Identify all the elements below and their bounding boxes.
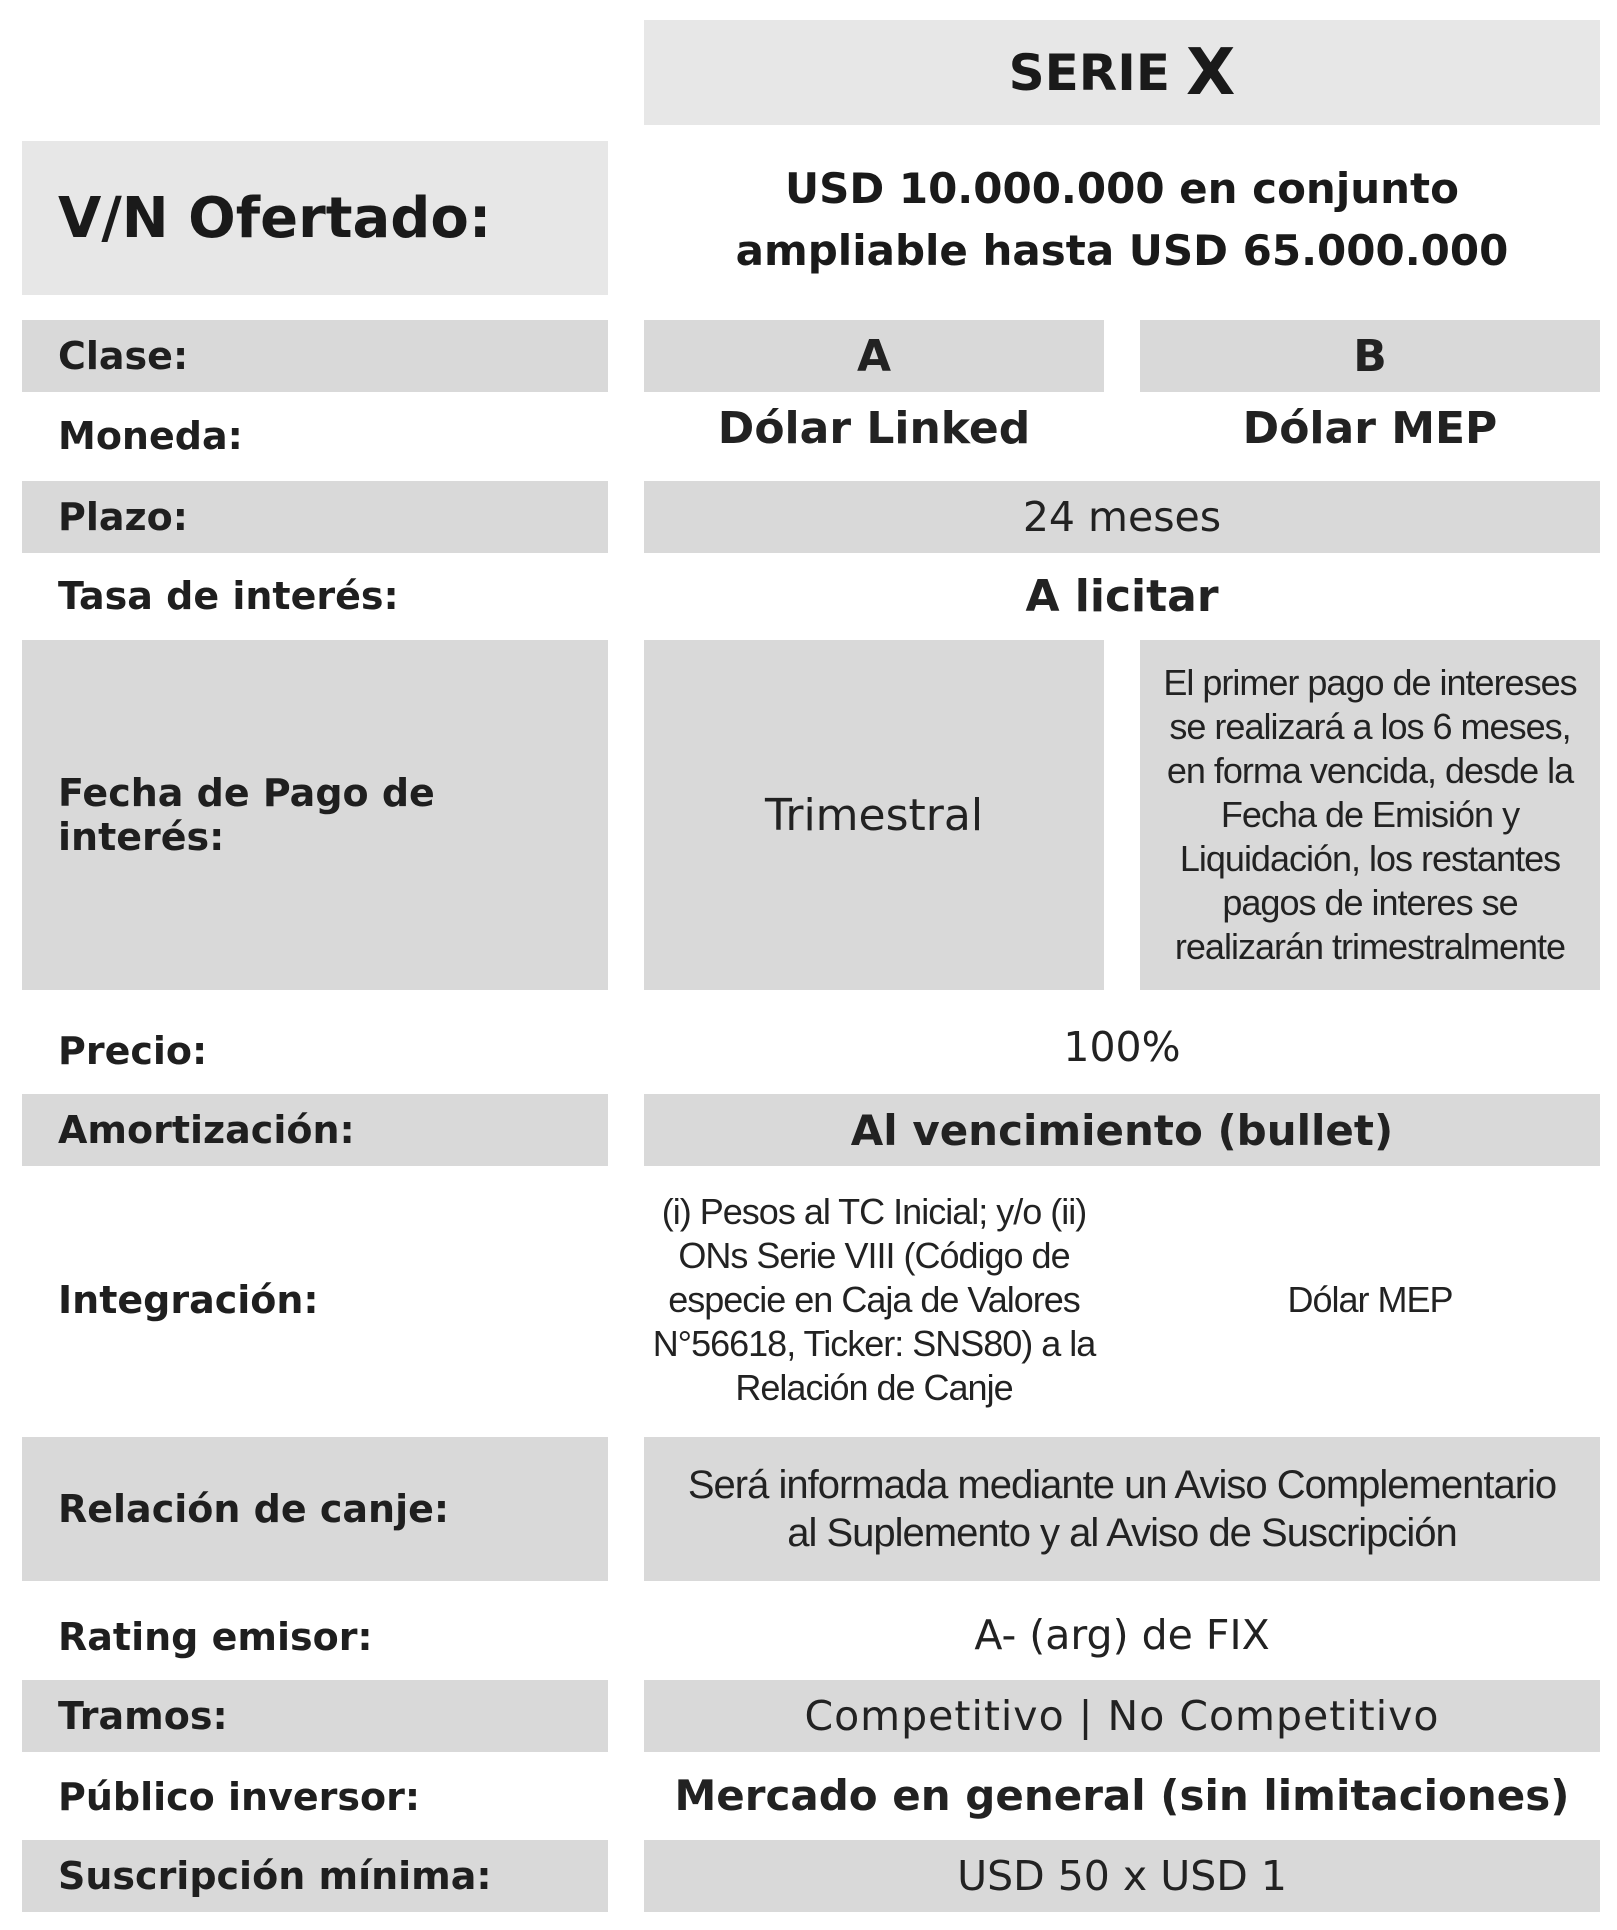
plazo-label: Plazo: bbox=[22, 481, 608, 553]
suscripcion-value: USD 50 x USD 1 bbox=[644, 1840, 1600, 1912]
relacion-canje-value: Será informada mediante un Aviso Complementario al Suplemento y al Aviso de Suscripción bbox=[644, 1437, 1600, 1581]
fecha-pago-label: Fecha de Pago de interés: bbox=[22, 640, 608, 990]
clase-a: A bbox=[644, 320, 1104, 392]
serie-header bbox=[644, 20, 1600, 125]
suscripcion-label: Suscripción mínima: bbox=[22, 1840, 608, 1912]
publico-value: Mercado en general (sin limitaciones) bbox=[674, 1770, 1570, 1820]
integracion-b: Dólar MEP bbox=[1287, 1279, 1453, 1320]
plazo-value: 24 meses bbox=[644, 481, 1600, 553]
relacion-canje-label: Relación de canje: bbox=[22, 1437, 608, 1581]
vn-ofertado-line1: USD 10.000.000 en conjunto bbox=[785, 164, 1459, 213]
integracion-label: Integración: bbox=[58, 1278, 319, 1322]
tramos-value: Competitivo | No Competitivo bbox=[644, 1680, 1600, 1752]
rating-label: Rating emisor: bbox=[58, 1615, 373, 1659]
rating-value: A- (arg) de FIX bbox=[974, 1611, 1270, 1659]
vn-ofertado-value bbox=[644, 150, 1600, 290]
vn-ofertado-label-box bbox=[22, 141, 608, 295]
serie-prefix: SERIE bbox=[1008, 43, 1171, 102]
serie-letter: X bbox=[1186, 35, 1236, 110]
precio-label: Precio: bbox=[58, 1029, 208, 1073]
moneda-label: Moneda: bbox=[58, 414, 243, 458]
vn-ofertado-label: V/N Ofertado: bbox=[58, 185, 492, 251]
tramos-label: Tramos: bbox=[22, 1680, 608, 1752]
tasa-label: Tasa de interés: bbox=[58, 574, 399, 618]
publico-label: Público inversor: bbox=[58, 1775, 421, 1819]
vn-ofertado-line2: ampliable hasta USD 65.000.000 bbox=[735, 226, 1509, 275]
integracion-a: (i) Pesos al TC Inicial; y/o (ii) ONs Serie VIII (Código de especie en Caja de Valores N°56618, Ticker: SNS80) a la Relación de Canje bbox=[652, 1191, 1096, 1408]
moneda-b: Dólar MEP bbox=[1242, 402, 1498, 454]
amortizacion-label: Amortización: bbox=[22, 1094, 608, 1166]
amortizacion-value: Al vencimiento (bullet) bbox=[644, 1094, 1600, 1166]
clase-label: Clase: bbox=[22, 320, 608, 392]
tasa-value: A licitar bbox=[1025, 570, 1219, 622]
clase-b: B bbox=[1140, 320, 1600, 392]
fecha-pago-b: El primer pago de intereses se realizará a los 6 meses, en forma vencida, desde la Fecha de Emisión y Liquidación, los restantes pagos de interes se realizarán trimestralmente bbox=[1140, 640, 1600, 990]
moneda-a: Dólar Linked bbox=[717, 402, 1031, 454]
precio-value: 100% bbox=[1063, 1023, 1181, 1071]
fecha-pago-a: Trimestral bbox=[644, 640, 1104, 990]
